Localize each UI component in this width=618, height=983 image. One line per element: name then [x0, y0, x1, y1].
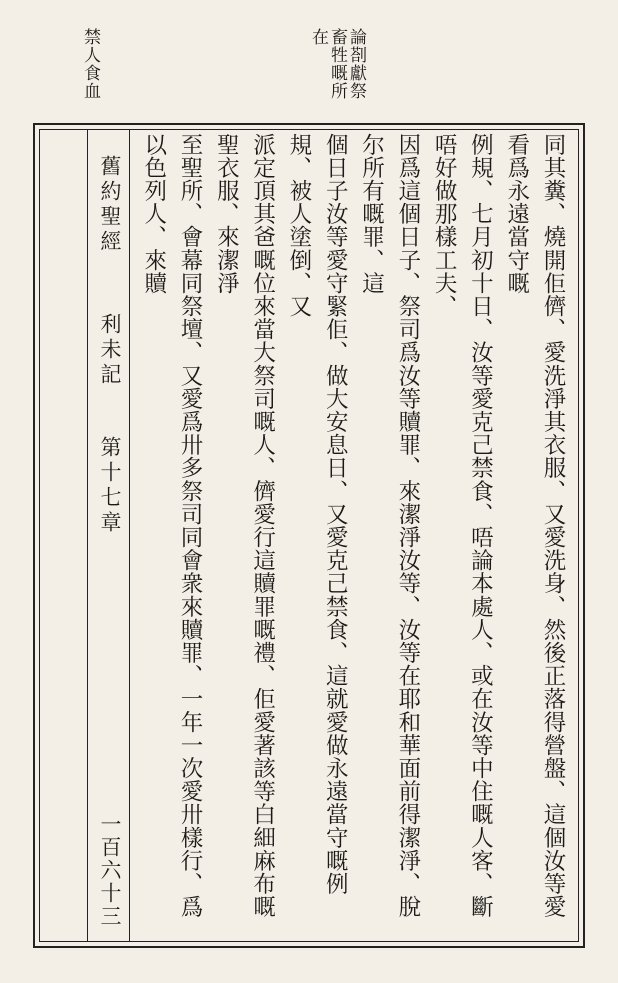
page-number: 一百六十三: [98, 813, 122, 928]
text-column-4: 個日子汝等愛守緊佢、做大安息日、又愛克己禁食、這就愛做永遠當守嘅例規、被人塗倒、又: [285, 133, 349, 896]
text-column-5: 派定頂其爸嘅位來當大祭司嘅人、儕愛行這贖罪嘅禮、佢愛著該等白細麻布嘅聖衣服、來潔淨: [213, 133, 276, 919]
text-column-1: 同其糞、燒開佢儕、愛洗淨其衣服、又愛洗身、然後正落得營盤、這個汝等愛看爲永遠當守嘅: [503, 133, 566, 919]
scripture-body: [135, 133, 571, 937]
margin-rule-right: [129, 129, 130, 942]
top-margin-notes: [0, 0, 618, 115]
text-column-3: 因爲這個日子、祭司爲汝等贖罪、來潔淨汝等、汝等在耶和華面前得潔淨、脫尔所有嘅罪、這: [358, 133, 421, 919]
page-frame: [33, 123, 585, 948]
text-column-6: 至聖所、會幕同祭壇、又愛爲卅多祭司同會衆來贖罪、一年一次愛卅樣行、爲以色列人、來贖: [140, 133, 204, 919]
section-title: 利未記: [98, 313, 122, 388]
text-column-2: 例規、七月初十日、汝等愛克己禁食、唔論本處人、或在汝等中住嘅人客、斷唔好做那樣工夫、: [431, 133, 494, 919]
margin-note-blood: 禁人食血: [80, 28, 100, 100]
margin-note-sacrifice-place: 論剳獻祭畜牲嘅所在: [308, 28, 366, 100]
book-title: 舊約聖經: [98, 155, 122, 255]
chapter-label: 第十七章: [98, 436, 122, 536]
margin-rule-left: [87, 129, 88, 942]
